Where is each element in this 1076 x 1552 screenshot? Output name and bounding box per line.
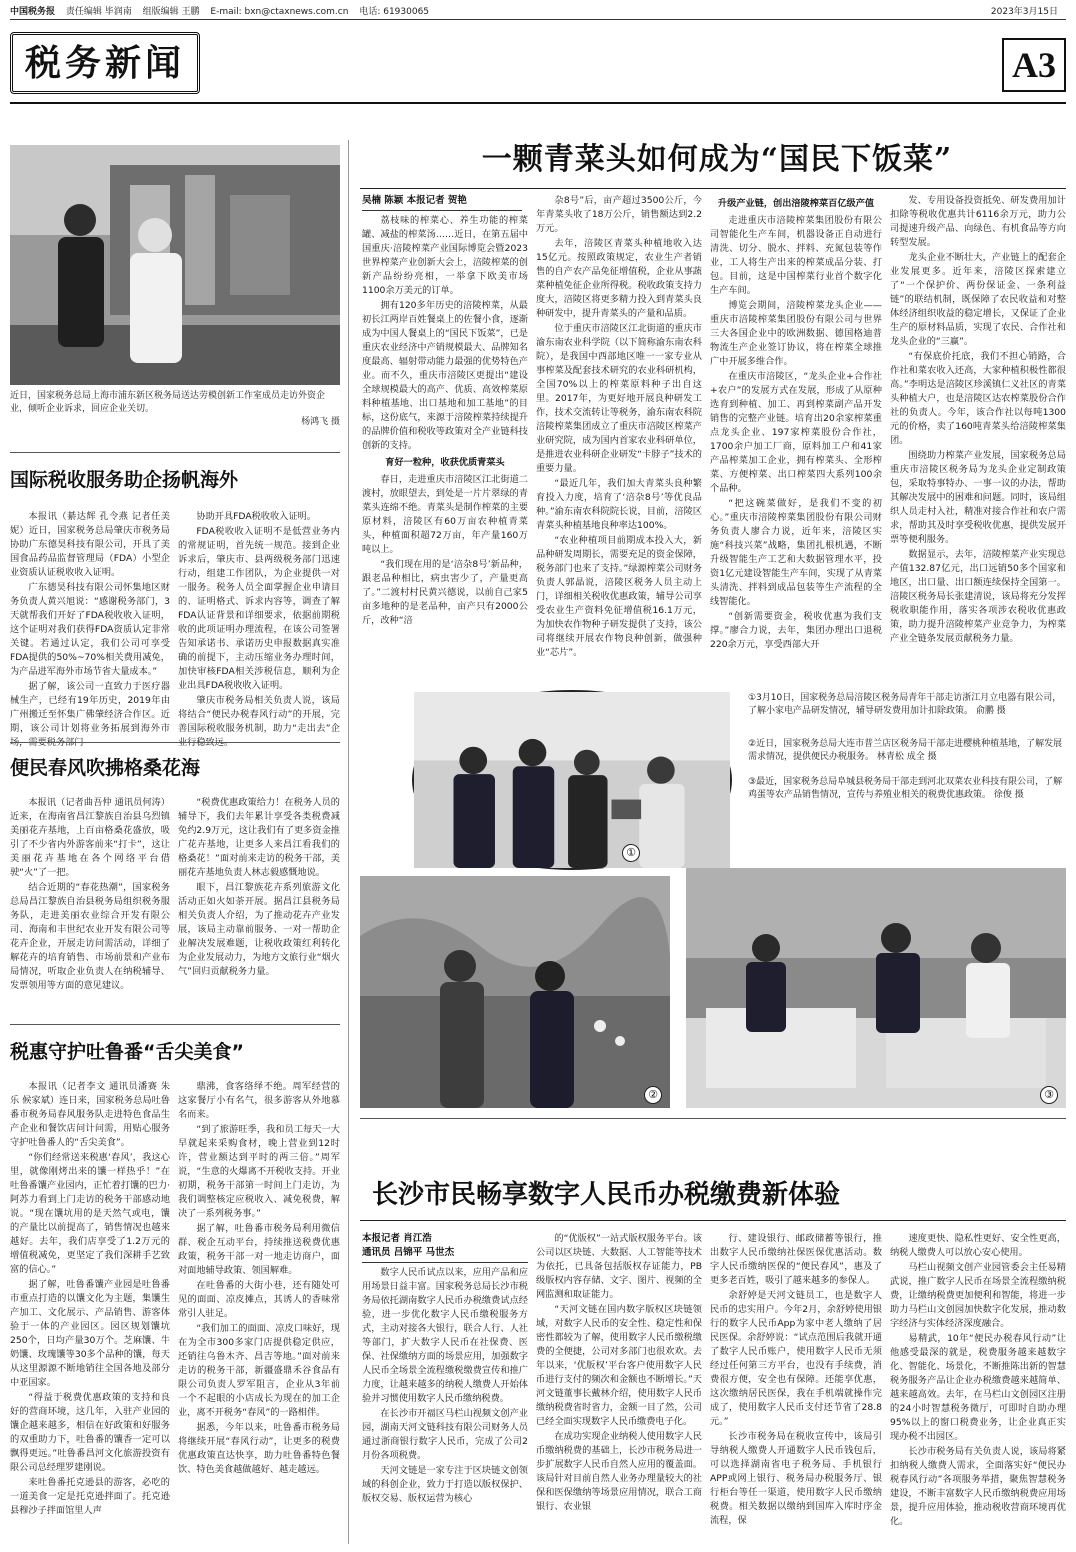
paragraph: 走进重庆市涪陵榨菜集团股份有限公司智能化生产车间，机器设备正自动进行清洗、切分、脱水、拌料、充氮包装等作业，工人将生产出来的榨菜成品分装、打包。目前，这是中国榨菜行业首个数字化生产车间。 — [710, 215, 882, 296]
top-info-bar — [10, 4, 1066, 20]
paragraph: 数据显示，去年，涪陵榨菜产业实现总产值132.87亿元，出口远销50多个国家和地区，出口量、出口额连续保持全国第一。涪陵区税务局长张建清说，该局将充分发挥税收职能作用，落实各项涉农税收优惠政策，助力提升涪陵榨菜产业竞争力，为榨菜产业全链条发展贡献税务力量。 — [890, 549, 1066, 644]
divider — [360, 1220, 1066, 1221]
paragraph: 广东德昊科技有限公司怀集地区财务负责人黄兴旭说：“感谢税务部门，3天就帮我们开好了FDA税收收入证明，这个证明对我们获得FDA资质认定非常关键。若通过认定，我们公司可享受FDA提供的50%~70%相关费用减免，为产品进军海外市场节省大量成本。” — [10, 582, 170, 677]
paragraph: 在重庆市涪陵区，“龙头企业+合作社+农户”的发展方式在发展，形成了从原种选育到种植、加工、再到榨菜副产品开发销售的完整产业链。培育出20余家榨菜重点龙头企业、197家榨菜股份合作社，1700余户加工厂商，原料加工户和41家产品榨菜加工企业，拥有榨菜头、全形榨菜、方便榨菜、出口榨菜四大系列100余个品种。 — [710, 371, 882, 494]
photo-caption-3: ③最近，国家税务总局阜城县税务局干部走到河北双菜农业科技有限公司，了解鸡蛋等农产品销售情况，宣传与养殖业相关的税费优惠政策。 徐俊 摄 — [748, 777, 1063, 800]
paragraph: “有保底价托底，我们不担心销路，合作社和菜农收入还高，大家种植积极性都很高。”李明达是涪陵区珍溪镇仁义社区的青菜头种植大户，也是涪陵区达农榨菜股份合作社的负责人。今年，该合作社以每吨1300元的价格，卖了160吨青菜头给涪陵榨菜集团。 — [890, 351, 1066, 446]
divider — [360, 1118, 1066, 1119]
paragraph: “农业种植项目前期成本投入大，新品种研发周期长，需要充足的资金保障，税务部门也来了支持。”绿源榨菜公司财务负责人郭晶说，涪陵区税务人员主动上门，详细相关税收优惠政策，辅导公司享受农业生产资料免征增值税16.1万元，为加快农作物种子研发提供了支持，该公司将继续开展农作物良种创新，做强种业“芯片”。 — [536, 535, 702, 658]
article2-col1 — [10, 796, 170, 1010]
paragraph: 博览会期间，涪陵榨菜龙头企业——重庆市涪陵榨菜集团股份有限公司与世界三大各国企业中的欧洲数据、德国格迪普物流生产企业签订协议，将在榨菜全球推广中开展多维合作。 — [710, 300, 882, 367]
paragraph: 在长沙市开福区马栏山视频文创产业园，湖南天河文链科技有限公司财务人员通过浙商银行数字人民币，完成了公司2月份各项税费。 — [362, 1408, 528, 1461]
paper-name: 中国税务报 — [10, 7, 56, 17]
photo-caption-1: ①3月10日，国家税务总局涪陵区税务局青年干部走访浙江月立电器有限公司，了解小家电产品研发情况，辅导研发费用加计扣除政策。 俞鹏 摄 — [748, 693, 1062, 716]
editor-credit: 责任编辑 毕润南 — [65, 7, 132, 17]
issue-date: 2023年3月15日 — [990, 7, 1058, 17]
paragraph: “到了旅游旺季，我和员工每天一大早就起来采购食材，晚上营业到12时许，营业额达到平时的两三倍。”周军说，“生意的火爆离不开税收支持。开业初期，税务干部第一时间上门走访，为我们调整核定应税收入、减免税费，解决了一系列税务事。” — [178, 1124, 340, 1219]
subheading: 升级产业链，创出涪陵榨菜百亿级产值 — [717, 198, 875, 209]
main-article-col3 — [710, 194, 882, 684]
divider — [10, 1024, 340, 1025]
paragraph: 的“优版权”一站式版权服务平台。该公司以区块链、大数据、人工智能等技术为依托，已具备包括版权存证能力，PB级版权内容存储、文字、图片、视频的全网监测和取证能力。 — [536, 1233, 702, 1300]
divider — [360, 188, 1066, 189]
photo-number-2: ② — [644, 1086, 662, 1104]
paragraph: 据了解，吐鲁番馕产业园是吐鲁番市重点打造的以馕文化为主题，集馕生产加工、文化展示、产品销售、游客体验于一体的产业园区。园区规划馕坑250个，日均产量30万个。芝麻馕、牛奶馕、玫瑰馕等30多个品种的馕，每天从这里源源不断地销往全国各地及部分中亚国家。 — [10, 1279, 170, 1388]
article5-byline2: 通讯员 吕锦平 马世杰 — [362, 1246, 528, 1263]
layout-credit: 组版编辑 王鹏 — [142, 7, 200, 17]
paragraph: FDA税收收入证明不是低营业务内的常规证明，首先统一规范。接到企业诉求后，肇庆市、县两级税务部门迅速行动，组建工作团队，为企业提供一对一服务。税务人员全面掌握企业申请目的、证明格式、诉求内容等，调查了解FDA认证背景和详细要求，依据前期税收的此项证明办理流程，在该公司签署告知承诺书、承诺历史申报数据真实准确的前提下，主动压缩业务办理时间，加快审核FDA相关涉税信息，顺利为企业出具FDA税收收入证明。 — [178, 526, 340, 691]
photo-cherry-base — [360, 876, 670, 1108]
main-article-col4 — [890, 194, 1066, 684]
paragraph: 本报讯（记者李文 通讯员潘赛 朱乐 候家斌）连日来，国家税务总局吐鲁番市税务局春风服务队走进特色食品生产企业和餐饮店问计问需，用贴心服务守护吐鲁番人的“舌尖美食”。 — [10, 1081, 170, 1148]
photo-fuling-visit — [412, 690, 732, 870]
paragraph: 发、专用设备投资抵免、研发费用加计扣除等税收优惠共计6116余万元，助力公司提速升级产品、向绿色、有机食品等方向转型发展。 — [890, 195, 1066, 248]
article1-title: 国际税收服务助企扬帆海外 — [10, 469, 239, 491]
divider — [10, 452, 340, 453]
paragraph: 眼下，昌江黎族花卉系列旅游文化活动正如火如荼开展。据昌江县税务局相关负责人介绍，为了推动花卉产业发展，该局主动靠前服务、一对一帮助企业解决发展难题，让税收政策红利转化为企业发展动力，为地方文旅行业“烟火气”回归贡献税务力量。 — [178, 882, 340, 977]
paragraph: 在成功实现企业纳税人使用数字人民币缴纳税费的基础上，长沙市税务局进一步扩展数字人民币自然人应用的覆盖面。该局针对目前自然人业务办理量较大的社保和医保缴纳等场景应用情况，联合工商银行、农业银 — [536, 1431, 702, 1512]
caption-text: 近日，国家税务总局上海市浦东新区税务局送达劳模创新工作室成员走访外资企业，倾听企业诉求，回应企业关切。 — [10, 391, 326, 414]
subheading: 育好一粒种，收获优质青菜头 — [385, 457, 505, 468]
paragraph: 本报讯（记者曲吾仲 通讯员何涛）近来，在海南省昌江黎族自治县乌烈镇美丽花卉基地，上百亩格桑花盛放，吸引了不少省内外游客前来“打卡”，这让美丽花卉基地在各个网络平台借驶“火”了一把。 — [10, 797, 170, 878]
divider — [10, 742, 340, 743]
paragraph: 围绕助力榨菜产业发展，国家税务总局重庆市涪陵区税务局为龙头企业定制政策包，采取特事特办、一事一议的办法，帮助其解决发展中的困难和问题。同时，该局组织人员走村入社，精准对接合作社和农户需求，帮助其及时享受税收优惠，提供发展开票等便利服务。 — [890, 450, 1066, 545]
paragraph: 肇庆市税务局相关负责人说，该局将结合“便民办税春风行动”的开展，完善国际税收服务机制，助力“走出去”企 — [178, 695, 340, 734]
photo-image — [10, 145, 340, 385]
paragraph: “把这碗菜做好，是我们不变的初心。”重庆市涪陵榨菜集团股份有限公司财务负责人廖合力说，近年来，涪陵区实施“科技兴菜”战略，集团扎根机遇，不断升级智能生产工艺和大数据管理水平，投资1亿元建设智能生产车间，实现了从青菜头清洗、拌料到成品包装等生产流程的全线智能化。 — [710, 498, 882, 607]
paragraph: 去年，涪陵区青菜头种植地收入达15亿元。按照政策规定，农业生产者销售的自产农产品免征增值税，企业从事蔬菜种植免征企业所得税。税收政策支持力度大，涪陵区将更多精力投入到青菜头良种研发中，提升青菜头的产量和品质。 — [536, 238, 702, 319]
paragraph: 结合近期的“春花热潮”，国家税务总局昌江黎族自治县税务局组织税务服务队，走进美丽农业综合开发有限公司、海南和丰世纪农业开发有限公司等花卉企业，开展走访问需活动，详细了解花卉的培育销售、市场前景和产业布局情况，听取企业负责人在纳税辅导、发票领用等方面的意见建议。 — [10, 882, 170, 991]
article5-col2 — [536, 1232, 702, 1544]
paragraph: 拥有120多年历史的涪陵榨菜，从最初长江两岸百姓餐桌上的佐餐小食，逐渐成为中国人餐桌上的“国民下饭菜”，已是重庆农业经济中产销规模最大、品牌知名度最高、辐射带动能力最强的优势特色产业。而不久，重庆市涪陵区更提出“建设全球规模最大的高产、优质、高效榨菜原料种植基地、出口基地和加工基地”的目标，这份底气，来源于涪陵榨菜持续提升的品牌价值和税收等政策对全产业链科技创新的支持。 — [362, 300, 528, 451]
paragraph: 行、建设银行、邮政储蓄等银行，推出数字人民币缴纳社保医保优惠活动。数字人民币缴纳医保的“便民春风”，惠及了更多老百姓，吸引了越来越多的参保人。 — [710, 1233, 882, 1286]
paragraph: 来吐鲁番托克逊县的游客，必吃的一道美食一定是托克逊拌面了。托克逊县穆沙子拌面馆里人声 — [10, 1477, 170, 1516]
paragraph: 荔枝味的榨菜心、养生功能的榨菜罐、减盐的榨菜汤……近日，在第五届中国重庆·涪陵榨菜产业国际博览会暨2023世界榨菜产业创新大会上，涪陵榨菜的创新产品纷纷亮相，一举拿下欧美市场1100余万美元的订单。 — [362, 215, 528, 296]
photo-egg-company — [686, 868, 1066, 1108]
article5-col4 — [890, 1232, 1066, 1544]
section-title: 税务新闻 — [10, 32, 200, 94]
paragraph: “最近几年，我们加大青菜头良种繁育投入力度，培育了‘涪杂8号’等优良品种。”渝东南农科院院长说，目前，涪陵区青菜头种植基地良种率达100%。 — [536, 478, 702, 531]
paragraph: 数字人民币试点以来，应用产品和应用场景日益丰富。国家税务总局长沙市税务局依托湖南数字人民币办税缴费试点经验，进一步优化数字人民币缴税服务方式，主动对接各大银行，联合人行、人社等部门，扩大数字人民币在社保费、医保、社保缴纳方面的场景应用，加强数字人民币全场景全流程缴税缴费宣传和推广力度，让越来越多的纳税人缴费人开始体验并习惯使用数字人民币缴纳税费。 — [362, 1267, 528, 1404]
article1-col1 — [10, 510, 170, 734]
article5-title: 长沙市民畅享数字人民币办税缴费新体验 — [372, 1180, 841, 1210]
article2-title: 便民春风吹拂格桑花海 — [10, 757, 201, 779]
paragraph: 据了解，该公司一直致力于医疗器械生产，已经有19年历史，2019年由广州搬迁至怀集广佛肇经济合作区。近期，该公司计划将业务拓展到海外市 — [10, 681, 170, 734]
page-number: A3 — [1002, 38, 1066, 92]
article3-col2 — [178, 1080, 340, 1544]
photo-image — [686, 868, 1066, 1108]
paragraph: “税费优惠政策给力！在税务人员的辅导下，我们去年累计享受各类税费减免约2.9万元，这让我们有了更多资金推广花卉基地，让更多人来昌江看我们的格桑花！”面对前来走访的税务干部，美丽花卉基地负责人林志毅感慨地说。 — [178, 797, 340, 878]
paragraph: 本报讯（綦达辉 孔令燕 记者任美妮）近日，国家税务总局肇庆市税务局协助广东德昊科技有限公司，开具了美国食品药品监督管理局（FDA）小型企业资质认证税收收入证明。 — [10, 511, 170, 578]
paragraph: 位于重庆市涪陵区江北街道的重庆市渝东南农业科学院（以下简称渝东南农科院），是我国中西部地区唯一一家专业从事榨菜及配套技术研究的农业科研机构，全国70%以上的榨菜原料种子出自这里。2017年，为更好地开展良种研发工作，技术交流转让等税务，渝东南农科院涪陵榨菜集团成立了重庆市涪陵区榨菜产业研究院，成为国内首家农业科研单位，是推进农业科研企业研发“卡脖子”技术的重要力量。 — [536, 323, 702, 474]
paragraph: “天河文链在国内数字版权区块链领域，对数字人民币的安全性、稳定性和保密性都较为了解，使用数字人民币缴税缴费的全便捷，公司对多部门也很欢欢。去年以来，‘优版权’平台客户使用数字人民币进行支付的频次和金额也不断增长。”天河文链董事长戴林介绍，使用数字人民币缴纳税费省时省力，金额一目了然，公司已经全面实现数字人民币缴费电子化。 — [536, 1304, 702, 1427]
photo-caption-2: ②近日，国家税务总局大连市普兰店区税务局干部走进樱桃种植基地，了解发展需求情况，提供便民办税服务。 林青松 成全 摄 — [748, 739, 1063, 762]
paragraph: “创新需要资金，税收优惠为我们支撑。”廖合力说，去年，集团办理出口退税220余万元，享受西部大开 — [710, 611, 882, 650]
article5-col1 — [362, 1266, 528, 1544]
paragraph: 据了解，吐鲁番市税务局利用微信群、税企互动平台，持续推送税费优惠政策，税务干部一对一地走访商户，面对面地辅导政策、领国解难。 — [178, 1223, 340, 1276]
photo-shanghai-visit — [10, 145, 340, 385]
main-article-title: 一颗青菜头如何成为“国民下饭菜” — [481, 142, 953, 177]
paragraph: 长沙市税务局有关负责人说，该局将紧扣纳税人缴费人需求，全面落实好“便民办税春风行动”各项服务举措，聚焦智慧税务建设，不断丰富数字人民币缴纳税费应用场景，提升应用体验，推动税收营商环境再优化。 — [890, 1446, 1066, 1527]
article1-col2 — [178, 510, 340, 734]
paragraph: 天河文链是一家专注于区块链文创领域的科创企业，致力于打造以版权保护、版权交易、版权运营为核心 — [362, 1465, 528, 1504]
section-masthead — [10, 24, 1066, 104]
paragraph: 速度更快、隐私性更好、安全性更高，纳税人缴费人可以放心安心使用。 — [890, 1233, 1066, 1258]
article3-title: 税惠守护吐鲁番“舌尖美食” — [10, 1041, 244, 1063]
paragraph: 余舒婷是天河文链员工，也是数字人民币的忠实用户。今年2月，余舒婷使用银行的数字人民币App为家中老人缴纳了居民医保。余舒婷说：“试点范围后我就开通了数字人民币账户，使用数字人民币无须经过任何第三方平台，也没有手续费，消费很方便，安全也有保障。还能享优惠，这次缴纳居民医保，我在手机端就操作完成了，使用数字人民币支付还节省了28.8元。” — [710, 1290, 882, 1427]
article5-col3 — [710, 1232, 882, 1544]
article2-col2 — [178, 796, 340, 1010]
main-article-byline: 吴楠 陈颖 本报记者 贺艳 — [362, 194, 522, 211]
main-article-col1 — [362, 214, 528, 684]
paragraph: “我们加工的面面、凉皮口味好，现在为全市300多家门店提供稳定供应，还销往乌鲁木齐、昌吉等地。”面对前来走访的税务干部，新疆盛鼎禾谷食品有限公司负责人罗军阻言，企业从3年前一个不起眼的小店成长为现在的加工企业，离不开税务“春风”的一路相伴。 — [178, 1323, 340, 1418]
paragraph: 龙头企业不断壮大，产业链上的配套企业发展更多。近年来，涪陵区探索建立了“一个保护价、两份保证金、一条利益链”的联结机制，既保障了农民收益和对整体经济组织收益的稳定增长，又保证了企业生产的原材料品质，实现了农民、合作社和龙头企业的“三赢”。 — [890, 252, 1066, 347]
paragraph: 协助开具FDA税收收入证明。 — [196, 511, 316, 522]
paragraph: 长沙市税务局在税收宣传中，该局引导纳税人缴费人开通数字人民币钱包后，可以选择湖南省电子税务局、手机银行APP或网上银行、税务局办税服务厅、银行柜台等任一渠道，使用数字人民币缴纳税费。相关数据以缴纳到国库入库时序金流程，保 — [710, 1431, 882, 1526]
paragraph: 春日，走进重庆市涪陵区江北街道二渡村，放眼望去，到处是一片片翠绿的青菜头连绵不绝。青菜头是制作榨菜的主要原材料，涪陵区有60万亩农种植青菜头，种植面积超72万亩，年产量160万吨以上。 — [362, 474, 528, 555]
main-article-col2 — [536, 194, 702, 684]
paragraph: 鼎沸，食客络绎不绝。周军经营的这家餐厅小有名气，很多游客从外地慕名而来。 — [178, 1081, 340, 1120]
column-divider — [348, 140, 349, 1544]
caption-credit: 杨鸿飞 摄 — [301, 417, 340, 427]
photo-number-1: ① — [622, 844, 640, 862]
paragraph: “得益于税费优惠政策的支持和良好的营商环境，这几年，入驻产业园的馕企越来越多，相信在好政策和好服务的双重助力下，吐鲁番的馕香一定可以飘得更远。”吐鲁番昌河文化旅游投资有限公司总经理罗建刚说。 — [10, 1392, 170, 1473]
paragraph: 马栏山视频文创产业园管委会主任易精武说，推广数字人民币在场景全流程缴纳税费，让缴纳税费更加便利和智能，将进一步助力马栏山文创园加快数字化发展，推动数字经济与实体经济深度融合。 — [890, 1262, 1066, 1329]
email-contact: E-mail: bxn@ctaxnews.com.cn — [210, 7, 349, 17]
paragraph: 据悉，今年以来，吐鲁番市税务局将继续开展“春风行动”，让更多的税费优惠政策直达快享，助力吐鲁番特色餐饮、特色美食越做越好、越走越远。 — [178, 1422, 340, 1475]
photo-number-3: ③ — [1040, 1086, 1058, 1104]
paragraph: “我们现在用的是‘涪杂8号’新品种，跟老品种相比，病虫害少了，产量更高了。”二渡村村民黄兴德说，以前自己家5亩多地种的是老品种，亩产只有2000公斤，改种“涪 — [362, 559, 528, 626]
photo-image — [360, 876, 670, 1108]
paragraph: 杂8号”后，亩产超过3500公斤，今年青菜头收了18万公斤，销售额达到2.2万元。 — [536, 195, 702, 234]
phone-contact: 电话: 61930065 — [359, 7, 430, 17]
photo-top-caption — [10, 390, 340, 430]
paragraph: 在吐鲁番的大街小巷，还有随处可见的面面、凉皮摊点，其诱人的香味常常引人驻足。 — [178, 1280, 340, 1319]
photo-image — [414, 692, 730, 868]
article5-byline1: 本报记者 肖江浩 — [362, 1233, 432, 1244]
paragraph: “你们经常送来税惠‘春风’，我这心里，就像刚烤出来的馕一样热乎！”在吐鲁番馕产业园内，正忙着打馕的巴力·阿苏力看到上门走访的税务干部感动地说。“现在馕坑用的是天然气或电，馕的产量比以前提高了，销售情况也越来越好。去年，我们店享受了1.2万元的增值税减免，更坚定了我们深耕手艺致富的信心。” — [10, 1152, 170, 1275]
article3-col1 — [10, 1080, 170, 1544]
paragraph: 易精武，10年“便民办税春风行动”让他感受最深的就是，税费服务越来越数字化、智能化、场景化，不断推陈出新的智慧税务服务产品让企业办税缴费越来越简单、越来越高效。去年，在马栏山文创园区注册的24小时智慧税务微厅，可即时自助办理95%以上的窗口税费业务，让企业真正实现办税不出园区。 — [890, 1333, 1066, 1442]
